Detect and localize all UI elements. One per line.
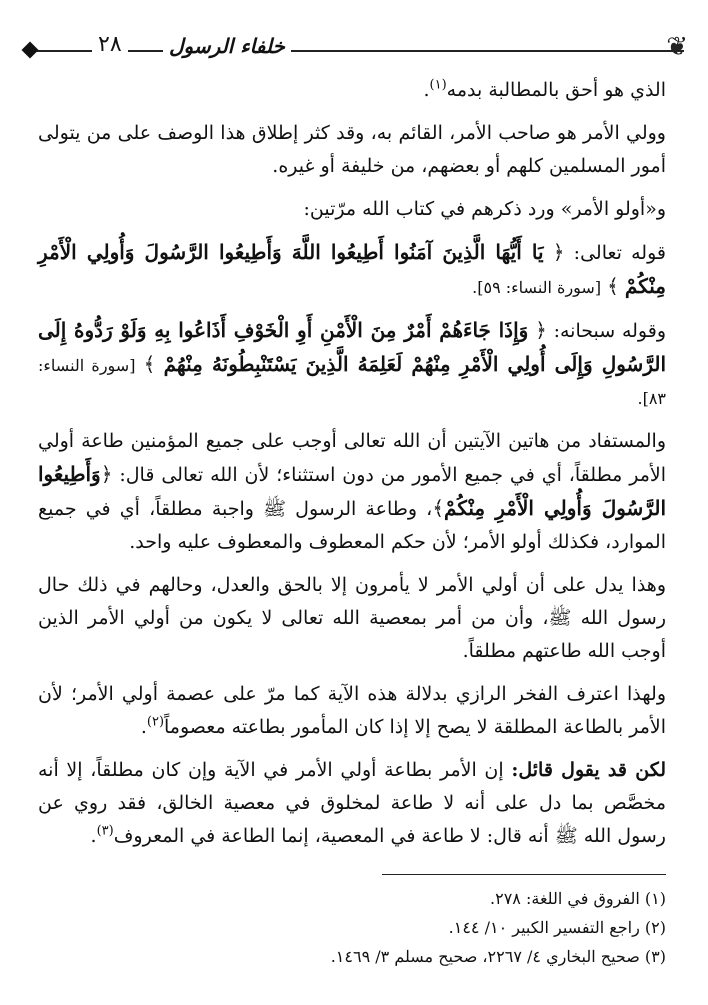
paragraph-2 [38, 117, 666, 183]
page-number: ٢٨ [92, 32, 128, 57]
paragraph-9 [38, 754, 666, 853]
quran-bracket-close: ﴾ [143, 352, 156, 376]
paragraph-text: و«أولو الأمر» ورد ذكرهم في كتاب الله مرّتين: [303, 198, 666, 220]
verse-intro: قوله تعالى: [573, 242, 666, 264]
quran-bracket-close: ﴾ [432, 496, 445, 520]
paragraph-text: إن الأمر بطاعة أولي الأمر في الآية وإن كان مطلقاً، إلا أنه مخصَّص بما دل على أنه لا طاعة لمخلوق في معصية الخالق، فقد روي عن رسول الله ﷺ أنه قال: لا طاعة في المعصية، إنما الطاعة في المعروف [38, 759, 666, 847]
footnote-2: (٢) راجع التفسير الكبير ١٠/ ١٤٤. [448, 918, 666, 937]
book-title: خلفاء الرسول [163, 34, 291, 58]
paragraph-8 [38, 678, 666, 744]
footnote-marker: (٣) [96, 823, 114, 839]
punctuation: . [90, 825, 97, 847]
footnote-1: (١) الفروق في اللغة: ٢٧٨. [490, 889, 666, 908]
footnote-marker: (١) [429, 77, 447, 93]
diamond-ornament-icon [22, 42, 39, 59]
quran-verse: وَأَطِيعُوا الرَّسُولَ وَأُولِي الْأَمْرِ مِنْكُمْ [38, 462, 666, 520]
paragraph-7 [38, 569, 666, 668]
paragraph-text: ولهذا اعترف الفخر الرازي بدلالة هذه الآية كما مرّ على عصمة أولي الأمر؛ لأن الأمر بالطاعة المطلقة لا يصح إلا إذا كان المأمور بطاعته معصوماً [38, 683, 666, 738]
quran-bracket-close: ﴾ [607, 274, 619, 298]
quran-bracket-open: ﴿ [535, 318, 547, 342]
bold-lead: لكن قد يقول قائل: [511, 759, 666, 781]
floral-ornament-icon: ❦ [666, 32, 688, 62]
body-text [38, 74, 666, 863]
paragraph-text: وولي الأمر هو صاحب الأمر، القائم به، وقد كثر إطلاق هذا الوصف على من يتولى أمور المسلمين كلهم أو بعضهم، من خليفة أو غيره. [38, 122, 666, 177]
verse-reference: [سورة النساء: ٥٩]. [472, 278, 602, 297]
paragraph-text: وهذا يدل على أن أولي الأمر لا يأمرون إلا بالحق والعدل، وحالهم في ذلك حال رسول الله ﷺ، وأن من أمر بمعصية الله تعالى لا يكون من أولي الأمر الذين أوجب الله طاعتهم مطلقاً. [38, 574, 666, 662]
footnote-marker: (٢) [146, 714, 165, 730]
verse-reference: [سورة النساء: ٨٣]. [38, 356, 666, 408]
quran-verse: وَإِذَا جَاءَهُمْ أَمْرٌ مِنَ الْأَمْنِ أَوِ الْخَوْفِ أَذَاعُوا بِهِ وَلَوْ رَدُّوهُ إِلَى الرَّسُولِ وَإِلَى أُولِي الْأَمْرِ مِنْهُمْ لَعَلِمَهُ الَّذِينَ يَسْتَنْبِطُونَهُ مِنْهُمْ [38, 318, 667, 376]
punctuation: . [423, 79, 430, 101]
paragraph-6 [38, 425, 666, 559]
footnote-divider [382, 874, 666, 875]
verse-intro: وقوله سبحانه: [553, 320, 667, 342]
paragraph-1 [38, 74, 666, 107]
footnote-3: (٣) صحيح البخاري ٤/ ٢٢٦٧، صحيح مسلم ٣/ ١٤٦٩. [330, 947, 666, 966]
paragraph-5 [38, 314, 666, 415]
quran-bracket-open: ﴿ [100, 462, 113, 486]
paragraph-text: ، وطاعة الرسول ﷺ واجبة مطلقاً، أي في جميع الموارد، فكذلك أولو الأمر؛ لأن حكم المعطوف والمعطوف عليه واحد. [38, 498, 666, 553]
paragraph-text: والمستفاد من هاتين الآيتين أن الله تعالى أوجب على جميع المؤمنين طاعة أولي الأمر مطلقاً، أي في جميع الأمور من دون استثناء؛ لأن الله تعالى قال: [38, 430, 667, 486]
punctuation: . [140, 716, 147, 738]
footnotes [60, 884, 666, 971]
paragraph-4 [38, 236, 666, 304]
page-header [28, 30, 688, 64]
quran-bracket-open: ﴿ [552, 240, 565, 264]
quran-verse: يَا أَيُّهَا الَّذِينَ آمَنُوا أَطِيعُوا اللَّهَ وَأَطِيعُوا الرَّسُولَ وَأُولِي الْأَمْرِ مِنْكُمْ [38, 240, 666, 298]
paragraph-3 [38, 193, 666, 226]
paragraph-text: الذي هو أحق بالمطالبة بدمه [446, 79, 666, 101]
